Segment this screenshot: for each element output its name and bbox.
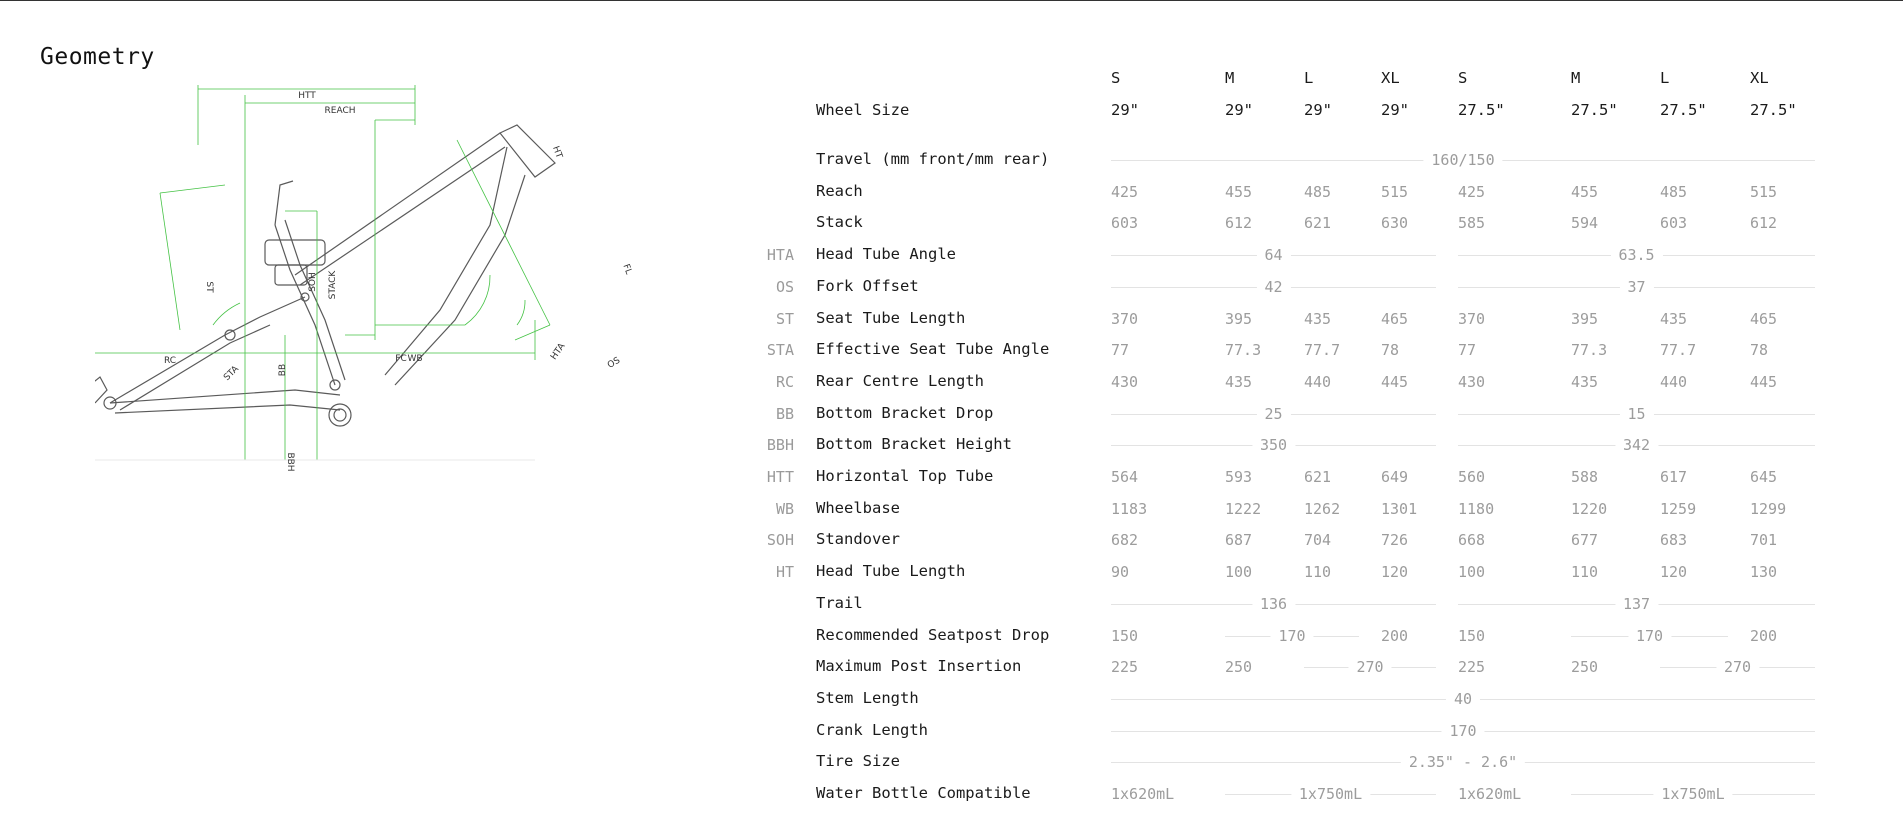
row-abbr: WB bbox=[775, 499, 794, 518]
cell-value: 560 bbox=[1458, 468, 1486, 486]
cell-value: 425 bbox=[1111, 182, 1139, 201]
cell-value: 100 bbox=[1458, 563, 1486, 582]
cell-value: 435 bbox=[1225, 372, 1253, 391]
cell-value: 77.3 bbox=[1225, 341, 1262, 360]
spanned-value bbox=[1660, 657, 1815, 677]
geometry-diagram bbox=[95, 85, 675, 565]
cell-value: 370 bbox=[1458, 309, 1486, 328]
row-label: Water Bottle Compatible bbox=[816, 784, 1031, 802]
cell-value: 435 bbox=[1304, 309, 1332, 328]
spanned-value bbox=[1458, 594, 1815, 614]
cell-value: 683 bbox=[1660, 531, 1688, 550]
frame-lines bbox=[95, 125, 555, 426]
span-value: 170 bbox=[1270, 626, 1313, 646]
size-header: XL bbox=[1750, 69, 1769, 87]
size-header: S bbox=[1458, 69, 1468, 87]
row-label: Stack bbox=[816, 213, 863, 232]
cell-value: 455 bbox=[1571, 182, 1599, 201]
cell-value: 225 bbox=[1458, 658, 1486, 677]
cell-value: 515 bbox=[1750, 182, 1778, 201]
row-abbr: BB bbox=[775, 404, 794, 423]
span-value: 1x750mL bbox=[1653, 784, 1732, 804]
cell-value: 1301 bbox=[1381, 499, 1418, 518]
size-header: S bbox=[1111, 69, 1121, 87]
cell-value: 687 bbox=[1225, 531, 1253, 550]
row-label: Fork Offset bbox=[816, 276, 919, 295]
cell-value: 485 bbox=[1304, 182, 1332, 201]
cell-value: 593 bbox=[1225, 468, 1253, 486]
cell-value: 1180 bbox=[1458, 499, 1495, 518]
size-header: M bbox=[1225, 69, 1235, 87]
span-value: 42 bbox=[1256, 277, 1290, 297]
cell-value: 110 bbox=[1304, 563, 1332, 582]
cell-value: 90 bbox=[1111, 563, 1130, 582]
span-value: 37 bbox=[1619, 277, 1653, 297]
cell-value: 440 bbox=[1660, 372, 1688, 391]
spanned-value bbox=[1225, 626, 1359, 646]
cell-value: 78 bbox=[1750, 341, 1769, 360]
cell-value: 430 bbox=[1458, 372, 1486, 391]
cell-value: 1220 bbox=[1571, 499, 1608, 518]
cell-value: 77 bbox=[1111, 341, 1130, 360]
wheel-size-value: 29" bbox=[1111, 101, 1139, 119]
dim-label-fc: FC bbox=[395, 354, 407, 364]
cell-value: 668 bbox=[1458, 531, 1486, 550]
spanned-value bbox=[1458, 404, 1815, 424]
spanned-value bbox=[1304, 657, 1436, 677]
span-value: 170 bbox=[1628, 626, 1671, 646]
row-label: Tire Size bbox=[816, 752, 900, 771]
cell-value: 445 bbox=[1381, 372, 1409, 391]
size-header: XL bbox=[1381, 69, 1400, 87]
spanned-value bbox=[1111, 435, 1436, 455]
row-label: Wheel Size bbox=[816, 101, 910, 119]
cell-value: 430 bbox=[1111, 372, 1139, 391]
row-abbr: HT bbox=[775, 563, 794, 582]
row-label: Stem Length bbox=[816, 688, 919, 707]
row-abbr: STA bbox=[766, 341, 794, 360]
dimension-labels bbox=[164, 91, 633, 472]
spanned-value bbox=[1225, 784, 1436, 804]
spanned-value bbox=[1571, 784, 1815, 804]
cell-value: 588 bbox=[1571, 468, 1599, 486]
row-abbr: HTA bbox=[766, 246, 794, 265]
size-header: L bbox=[1660, 69, 1670, 87]
row-label: Bottom Bracket Height bbox=[816, 435, 1012, 454]
row-label: Bottom Bracket Drop bbox=[816, 403, 994, 422]
row-label: Trail bbox=[816, 593, 863, 612]
span-value: 342 bbox=[1615, 435, 1658, 455]
cell-value: 77.3 bbox=[1571, 341, 1608, 360]
row-label: Horizontal Top Tube bbox=[816, 467, 994, 485]
cell-value: 612 bbox=[1225, 214, 1253, 233]
cell-value: 585 bbox=[1458, 214, 1486, 233]
cell-value: 130 bbox=[1750, 563, 1778, 582]
span-value: 270 bbox=[1716, 657, 1759, 677]
spanned-value bbox=[1111, 404, 1436, 424]
cell-value: 250 bbox=[1225, 658, 1253, 677]
cell-value: 100 bbox=[1225, 563, 1253, 582]
row-label: Crank Length bbox=[816, 720, 928, 739]
cell-value: 120 bbox=[1660, 563, 1688, 582]
wheel-size-value: 29" bbox=[1225, 101, 1253, 119]
dim-label-sta: STA bbox=[222, 364, 242, 384]
cell-value: 649 bbox=[1381, 468, 1409, 486]
cell-value: 77.7 bbox=[1660, 341, 1697, 360]
cell-value: 110 bbox=[1571, 563, 1599, 582]
row-abbr: OS bbox=[775, 277, 794, 296]
cell-value: 435 bbox=[1660, 309, 1688, 328]
cell-value: 150 bbox=[1458, 626, 1486, 645]
cell-value: 677 bbox=[1571, 531, 1599, 550]
spanned-value bbox=[1111, 245, 1436, 265]
cell-value: 150 bbox=[1111, 626, 1139, 645]
cell-value: 225 bbox=[1111, 658, 1139, 677]
wheel-size-value: 27.5" bbox=[1458, 101, 1505, 119]
cell-value: 425 bbox=[1458, 182, 1486, 201]
row-label: Rear Centre Length bbox=[816, 371, 984, 390]
span-value: 63.5 bbox=[1610, 245, 1662, 265]
cell-value: 77.7 bbox=[1304, 341, 1341, 360]
cell-value: 465 bbox=[1750, 309, 1778, 328]
row-label: Recommended Seatpost Drop bbox=[816, 625, 1050, 644]
cell-value: 617 bbox=[1660, 468, 1688, 486]
dim-label-bb: BB bbox=[278, 363, 288, 377]
dim-label-reach: REACH bbox=[324, 106, 356, 116]
bike-frame-diagram bbox=[95, 85, 675, 565]
spanned-value bbox=[1111, 721, 1815, 741]
cell-value: 1x620mL bbox=[1111, 785, 1175, 803]
top-border bbox=[0, 0, 1903, 1]
wheel-size-value: 29" bbox=[1381, 101, 1409, 119]
dim-label-stack: STACK bbox=[328, 270, 338, 300]
cell-value: 440 bbox=[1304, 372, 1332, 391]
cell-value: 465 bbox=[1381, 309, 1409, 328]
cell-value: 621 bbox=[1304, 214, 1332, 233]
dim-label-hta: HTA bbox=[549, 341, 568, 362]
span-value: 170 bbox=[1441, 721, 1484, 741]
span-value: 270 bbox=[1348, 657, 1391, 677]
span-value: 64 bbox=[1256, 245, 1290, 265]
wheel-size-value: 27.5" bbox=[1571, 101, 1618, 119]
dim-label-rc: RC bbox=[163, 356, 177, 366]
cell-value: 200 bbox=[1750, 626, 1778, 645]
page-title: Geometry bbox=[40, 44, 155, 70]
cell-value: 435 bbox=[1571, 372, 1599, 391]
spanned-value bbox=[1458, 435, 1815, 455]
dim-label-ht: HT bbox=[550, 144, 564, 160]
span-value: 136 bbox=[1252, 594, 1295, 614]
wheel-size-value: 27.5" bbox=[1750, 101, 1797, 119]
row-label: Head Tube Length bbox=[816, 562, 966, 581]
row-label: Wheelbase bbox=[816, 498, 900, 517]
span-value: 15 bbox=[1619, 404, 1653, 424]
size-header: L bbox=[1304, 69, 1314, 87]
cell-value: 621 bbox=[1304, 468, 1332, 486]
cell-value: 455 bbox=[1225, 182, 1253, 201]
row-label: Standover bbox=[816, 530, 900, 549]
spanned-value bbox=[1111, 150, 1815, 170]
spanned-value bbox=[1111, 277, 1436, 297]
cell-value: 612 bbox=[1750, 214, 1778, 233]
span-value: 1x750mL bbox=[1291, 784, 1370, 804]
row-label: Travel (mm front/mm rear) bbox=[816, 150, 1050, 168]
row-label: Seat Tube Length bbox=[816, 308, 966, 327]
dim-label-soh: SOH bbox=[308, 272, 318, 292]
row-abbr: ST bbox=[775, 309, 794, 328]
cell-value: 1262 bbox=[1304, 499, 1341, 518]
dimension-lines bbox=[95, 85, 550, 460]
cell-value: 1x620mL bbox=[1458, 785, 1522, 803]
cell-value: 701 bbox=[1750, 531, 1778, 550]
span-value: 350 bbox=[1252, 435, 1295, 455]
cell-value: 603 bbox=[1111, 214, 1139, 233]
cell-value: 78 bbox=[1381, 341, 1400, 360]
cell-value: 250 bbox=[1571, 658, 1599, 677]
span-value: 2.35" - 2.6" bbox=[1401, 752, 1525, 772]
cell-value: 630 bbox=[1381, 214, 1409, 233]
dim-label-st: ST bbox=[204, 281, 214, 293]
row-label: Maximum Post Insertion bbox=[816, 657, 1022, 676]
cell-value: 594 bbox=[1571, 214, 1599, 233]
row-abbr: RC bbox=[775, 372, 794, 391]
spanned-value bbox=[1111, 689, 1815, 709]
spanned-value bbox=[1458, 277, 1815, 297]
spanned-value bbox=[1111, 594, 1436, 614]
cell-value: 1259 bbox=[1660, 499, 1697, 518]
spanned-value bbox=[1571, 626, 1728, 646]
wheel-size-value: 27.5" bbox=[1660, 101, 1707, 119]
span-value: 137 bbox=[1615, 594, 1658, 614]
wheel-size-value: 29" bbox=[1304, 101, 1332, 119]
spanned-value bbox=[1111, 752, 1815, 772]
cell-value: 682 bbox=[1111, 531, 1139, 550]
cell-value: 704 bbox=[1304, 531, 1332, 550]
cell-value: 1299 bbox=[1750, 499, 1787, 518]
span-value: 25 bbox=[1256, 404, 1290, 424]
span-value: 160/150 bbox=[1423, 150, 1502, 170]
cell-value: 395 bbox=[1571, 309, 1599, 328]
row-abbr: BBH bbox=[766, 436, 794, 455]
dim-label-wb: WB bbox=[407, 354, 423, 364]
dim-label-fl: FL bbox=[620, 262, 634, 276]
cell-value: 370 bbox=[1111, 309, 1139, 328]
cell-value: 485 bbox=[1660, 182, 1688, 201]
row-label: Head Tube Angle bbox=[816, 245, 956, 264]
cell-value: 395 bbox=[1225, 309, 1253, 328]
cell-value: 603 bbox=[1660, 214, 1688, 233]
cell-value: 1222 bbox=[1225, 499, 1262, 518]
cell-value: 726 bbox=[1381, 531, 1409, 550]
cell-value: 515 bbox=[1381, 182, 1409, 201]
dim-label-os: OS bbox=[605, 355, 623, 371]
row-abbr: HTT bbox=[766, 468, 794, 486]
span-value: 40 bbox=[1446, 689, 1480, 709]
cell-value: 200 bbox=[1381, 626, 1409, 645]
row-label: Reach bbox=[816, 181, 863, 200]
dim-label-bbh: BBH bbox=[285, 452, 295, 472]
cell-value: 564 bbox=[1111, 468, 1139, 486]
dim-label-htt: HTT bbox=[298, 91, 316, 101]
cell-value: 120 bbox=[1381, 563, 1409, 582]
spanned-value bbox=[1458, 245, 1815, 265]
cell-value: 1183 bbox=[1111, 499, 1148, 518]
size-header: M bbox=[1571, 69, 1581, 87]
cell-value: 645 bbox=[1750, 468, 1778, 486]
row-label: Effective Seat Tube Angle bbox=[816, 340, 1050, 359]
cell-value: 77 bbox=[1458, 341, 1477, 360]
cell-value: 445 bbox=[1750, 372, 1778, 391]
row-abbr: SOH bbox=[766, 531, 794, 550]
